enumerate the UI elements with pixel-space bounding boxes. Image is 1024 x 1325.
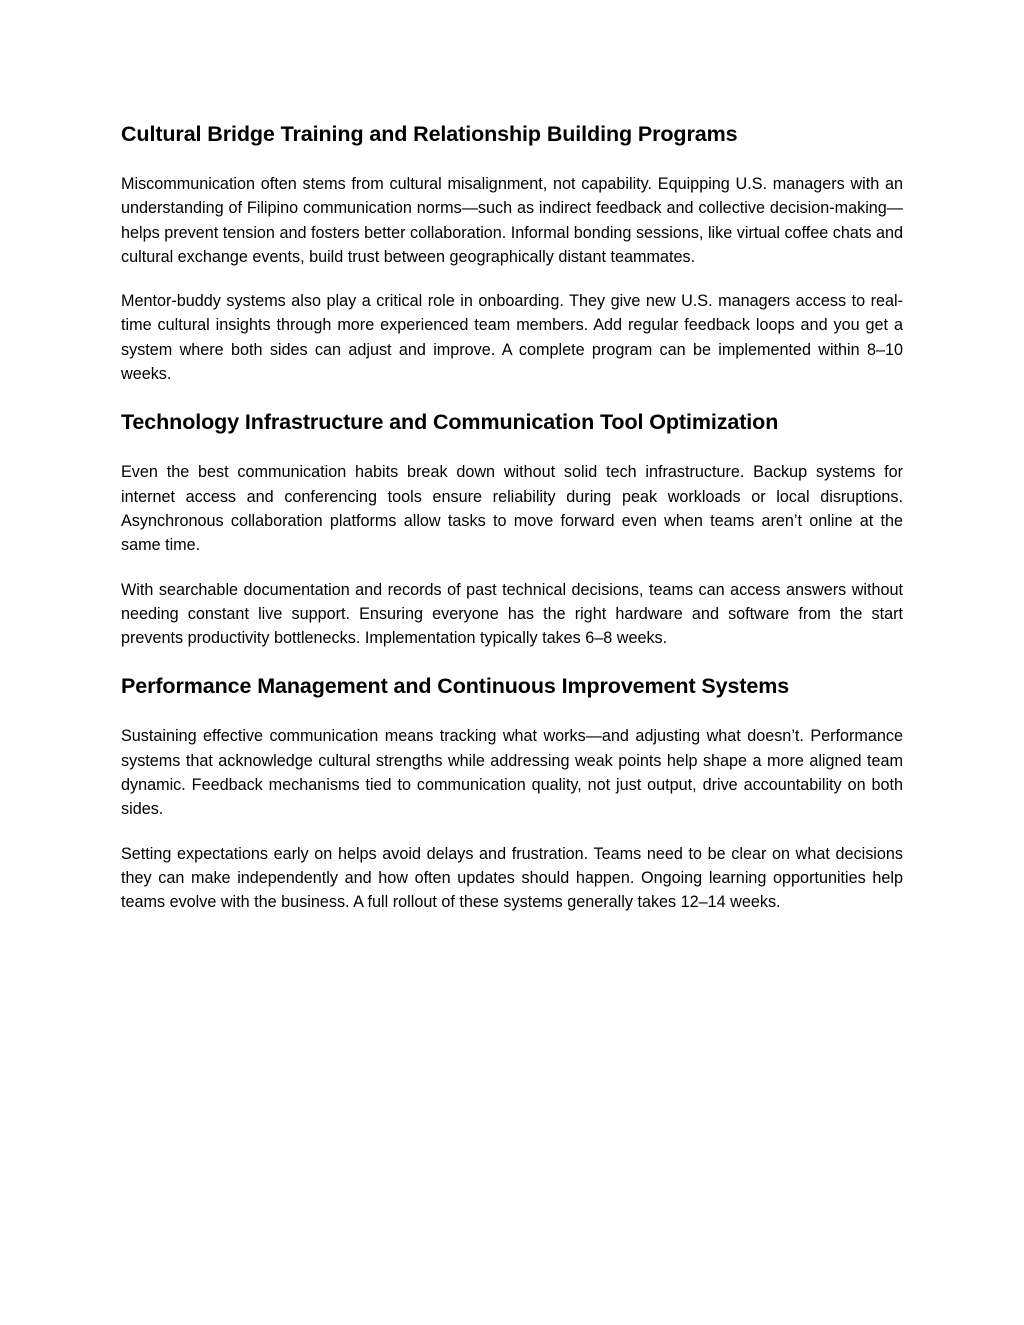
paragraph: Mentor-buddy systems also play a critical role in onboarding. They give new U.S. managers access to real-time cultural insights through more experienced team members. Add regular feedback loops and you get a system where both sides can adjust and improve. A complete program can be implemented within 8–10 weeks. bbox=[121, 292, 903, 384]
section-technology-infrastructure bbox=[121, 406, 903, 650]
section-performance-management bbox=[121, 670, 903, 914]
paragraph: With searchable documentation and records of past technical decisions, teams can access answers without needing constant live support. Ensuring everyone has the right hardware and software from the start prevents productivity bottlenecks. Implementation typically takes 6–8 weeks. bbox=[121, 580, 903, 648]
paragraph: Sustaining effective communication means tracking what works—and adjusting what doesn’t. Performance systems that acknowledge cultural strengths while addressing weak points help shape a more aligned team dynamic. Feedback mechanisms tied to communication quality, not just output, drive accountability on both sides. bbox=[121, 727, 903, 819]
document-page bbox=[121, 118, 903, 935]
section-heading: Cultural Bridge Training and Relationship Building Programs bbox=[121, 122, 738, 146]
paragraph: Miscommunication often stems from cultural misalignment, not capability. Equipping U.S. managers with an understanding of Filipino communication norms—such as indirect feedback and collective decision-making—helps prevent tension and fosters better collaboration. Informal bonding sessions, like virtual coffee chats and cultural exchange events, build trust between geographically distant teammates. bbox=[121, 175, 903, 266]
section-heading: Performance Management and Continuous Improvement Systems bbox=[121, 674, 790, 699]
section-cultural-bridge bbox=[121, 118, 903, 386]
paragraph: Even the best communication habits break down without solid tech infrastructure. Backup systems for internet access and conferencing tools ensure reliability during peak workloads or local disruptions. Asynchronous collaboration platforms allow tasks to move forward even when teams aren’t online at the same time. bbox=[121, 463, 903, 555]
section-heading: Technology Infrastructure and Communication Tool Optimization bbox=[121, 410, 779, 435]
paragraph: Setting expectations early on helps avoid delays and frustration. Teams need to be clear on what decisions they can make independently and how often updates should happen. Ongoing learning opportunities help teams evolve with the business. A full rollout of these systems generally takes 12–14 weeks. bbox=[121, 844, 903, 912]
